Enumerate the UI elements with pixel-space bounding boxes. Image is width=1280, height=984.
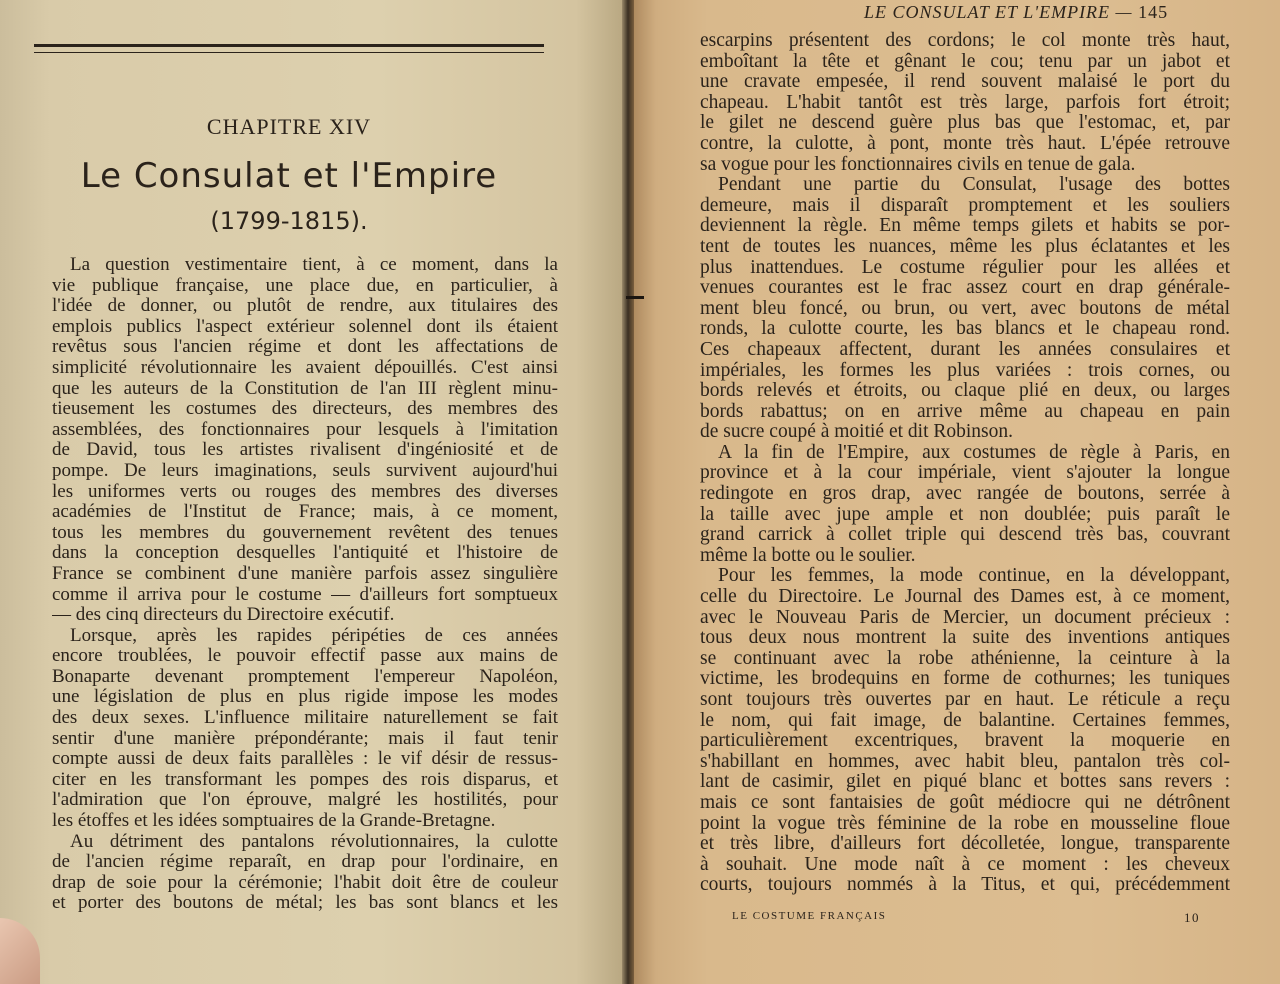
- running-header: [864, 2, 1168, 23]
- text-line: de l'ancien régime reparaît, en drap pour l'ordinaire, en: [52, 852, 558, 873]
- text-line: emboîtant la tête et gênant le cou; tenu par un jabot et: [700, 51, 1230, 72]
- text-line: sa vogue pour les fonctionnaires civils en tenue de gala.: [700, 154, 1136, 175]
- text-line: académies de l'Institut de France; mais, à ce moment,: [52, 502, 558, 523]
- text-line: redingote en gros drap, avec rangée de boutons, serrée à: [700, 484, 1230, 505]
- text-line: avec le Nouveau Paris de Mercier, un document précieux :: [700, 607, 1230, 628]
- text-line: victime, les brodequins en forme de cothurnes; les tuniques: [700, 669, 1230, 690]
- text-line: celle du Directoire. Le Journal des Dames est, à ce moment,: [700, 587, 1230, 608]
- right-body-text: [700, 31, 1230, 896]
- text-line: l'admiration que l'on éprouve, malgré les hostilités, pour: [52, 790, 558, 811]
- text-line: une cravate empesée, il rend souvent malaisé le port du: [700, 72, 1230, 93]
- text-line: escarpins présentent des cordons; le col monte très haut,: [700, 31, 1230, 51]
- text-line: que les auteurs de la Constitution de l'an III règlent minu-: [52, 378, 558, 399]
- text-line: tieusement les costumes des directeurs, des membres des: [52, 399, 558, 420]
- text-line: France se combinent d'une manière parfois assez singulière: [52, 563, 558, 584]
- text-line: deviennent la règle. En même temps gilets et habits se por-: [700, 216, 1230, 237]
- text-line: — des cinq directeurs du Directoire exécutif.: [52, 605, 395, 626]
- text-line: des deux sexes. L'influence militaire naturellement se fait: [52, 708, 558, 729]
- page-number: 145: [1138, 2, 1169, 22]
- text-line: chapeau. L'habit tantôt est très large, parfois fort étroit;: [700, 92, 1230, 113]
- text-line: simplicité révolutionnaire les avaient dépouillés. C'est ainsi: [52, 357, 558, 378]
- text-line: venues courantes est le frac assez court en drap générale-: [700, 278, 1230, 299]
- text-line: les uniformes verts ou rouges des membres des diverses: [52, 481, 558, 502]
- text-line: Au détriment des pantalons révolutionnaires, la culotte: [70, 831, 558, 852]
- text-line: compte aussi de deux faits parallèles : le vif désir de ressus-: [52, 749, 558, 770]
- text-line: contre, la culotte, à pont, monte très haut. L'épée retrouve: [700, 133, 1230, 154]
- left-body-text: [52, 255, 558, 914]
- text-line: comme il arriva pour le costume — d'ailleurs fort somptueux: [52, 584, 558, 605]
- thumb: [0, 918, 40, 984]
- text-line: l'idée de donner, ou plutôt de rendre, aux titulaires des: [52, 296, 558, 317]
- text-line: sont toujours très ouvertes par en haut. Le réticule a reçu: [700, 690, 1230, 710]
- text-line: de David, tous les artistes rivalisent d'ingéniosité et de: [52, 440, 558, 461]
- text-line: A la fin de l'Empire, aux costumes de règle à Paris, en: [718, 442, 1230, 463]
- double-rule-bottom: [34, 52, 544, 53]
- text-line: Ces chapeaux affectent, durant les années consulaires et: [700, 339, 1230, 360]
- text-line: courts, toujours nommés à la Titus, et qui, précédemment: [700, 875, 1230, 896]
- left-page: [0, 0, 626, 984]
- text-line: bords rabattus; on en arrive même au chapeau en pain: [700, 401, 1230, 422]
- text-line: particulièrement excentriques, bravent la moquerie en: [700, 731, 1230, 752]
- text-line: les étoffes et les idées somptuaires de la Grande-Bretagne.: [52, 811, 496, 832]
- text-line: et très libre, d'ailleurs fort décolletée, longue, transparente: [700, 834, 1230, 855]
- text-line: et porter des boutons de métal; les bas sont blancs et les: [52, 893, 558, 914]
- text-line: mais ce sont fantaisies de goût médiocre qui ne détrônent: [700, 792, 1230, 813]
- chapter-title: Le Consulat et l'Empire: [80, 156, 498, 196]
- text-line: Bonaparte devenant promptement l'empereur Napoléon,: [52, 666, 558, 687]
- text-line: La question vestimentaire tient, à ce moment, dans la: [70, 255, 558, 275]
- text-line: demeure, mais il disparaît promptement et les souliers: [700, 195, 1230, 216]
- text-line: tous les membres du gouvernement revêtent des tenues: [52, 522, 558, 543]
- text-line: drap de soie pour la cérémonie; l'habit doit être de couleur: [52, 872, 558, 893]
- text-line: province et à la cour impériale, vient s'ajouter la longue: [700, 463, 1230, 484]
- text-line: à souhait. Une mode naît à ce moment : les cheveux: [700, 854, 1230, 875]
- text-line: le nom, qui fait image, de balantine. Certaines femmes,: [700, 710, 1230, 731]
- text-line: assemblées, des fonctionnaires pour lesquels à l'imitation: [52, 419, 558, 440]
- text-line: bords relevés et étroits, ou claque plié en deux, ou larges: [700, 381, 1230, 402]
- double-rule-top: [34, 44, 544, 47]
- text-line: encore troublées, le pouvoir effectif passe aux mains de: [52, 646, 558, 667]
- text-line: Lorsque, après les rapides péripéties de ces années: [70, 625, 558, 646]
- text-line: ment bleu foncé, ou brun, ou vert, avec boutons de métal: [700, 298, 1230, 319]
- gutter-mark: [626, 296, 644, 299]
- text-line: dans la conception desquelles l'antiquité et l'histoire de: [52, 543, 558, 564]
- text-line: Pour les femmes, la mode continue, en la développant,: [718, 566, 1230, 587]
- text-line: la taille avec jupe ample et non doublée; puis paraît le: [700, 504, 1230, 525]
- chapter-dates: (1799-1815).: [210, 207, 368, 235]
- text-line: une législation de plus en plus rigide impose les modes: [52, 687, 558, 708]
- footer-sheet-number: 10: [1184, 910, 1200, 925]
- text-line: se continuant avec la robe athénienne, la ceinture à la: [700, 648, 1230, 669]
- running-header-title: LE CONSULAT ET L'EMPIRE —: [864, 2, 1133, 22]
- text-line: s'habillant en hommes, avec habit bleu, pantalon très col-: [700, 751, 1230, 772]
- text-line: plus inattendues. Le costume régulier pour les allées et: [700, 257, 1230, 278]
- text-line: tous deux nous montrent la suite des inventions antiques: [700, 628, 1230, 649]
- chapter-number: CHAPITRE XIV: [206, 114, 372, 139]
- text-line: citer en les transformant les pompes des rois disparus, et: [52, 769, 558, 790]
- text-line: point la vogue très féminine de la robe en mousseline floue: [700, 813, 1230, 834]
- text-line: de sucre coupé à moitié et dit Robinson.: [700, 422, 1014, 443]
- text-line: vie publique française, une place due, en particulier, à: [52, 275, 558, 296]
- text-line: grand carrick à collet triple qui descend très bas, couvrant: [700, 525, 1230, 546]
- text-line: pompe. De leurs imaginations, seuls survivent aujourd'hui: [52, 460, 558, 481]
- book-gutter: [622, 0, 634, 984]
- text-line: revêtus sous l'ancien régime et dont les affectations de: [52, 337, 558, 358]
- right-page: [630, 0, 1280, 984]
- text-line: lant de casimir, gilet en piqué blanc et bottes sans revers :: [700, 772, 1230, 793]
- text-line: ronds, la culotte courte, les bas blancs et le chapeau rond.: [700, 319, 1230, 340]
- text-line: tent de toutes les nuances, même les plus éclatantes et les: [700, 236, 1230, 257]
- footer-signature: LE COSTUME FRANÇAIS: [732, 910, 887, 922]
- text-line: Pendant une partie du Consulat, l'usage des bottes: [718, 175, 1230, 196]
- text-line: le gilet ne descend guère plus bas que l'estomac, et, par: [700, 113, 1230, 134]
- text-line: emplois publics l'aspect extérieur solennel dont ils étaient: [52, 316, 558, 337]
- text-line: même la botte ou le soulier.: [700, 545, 916, 566]
- text-line: sentir d'une manière prépondérante; mais il faut tenir: [52, 728, 558, 749]
- text-line: impériales, les formes les plus variées : trois cornes, ou: [700, 360, 1230, 381]
